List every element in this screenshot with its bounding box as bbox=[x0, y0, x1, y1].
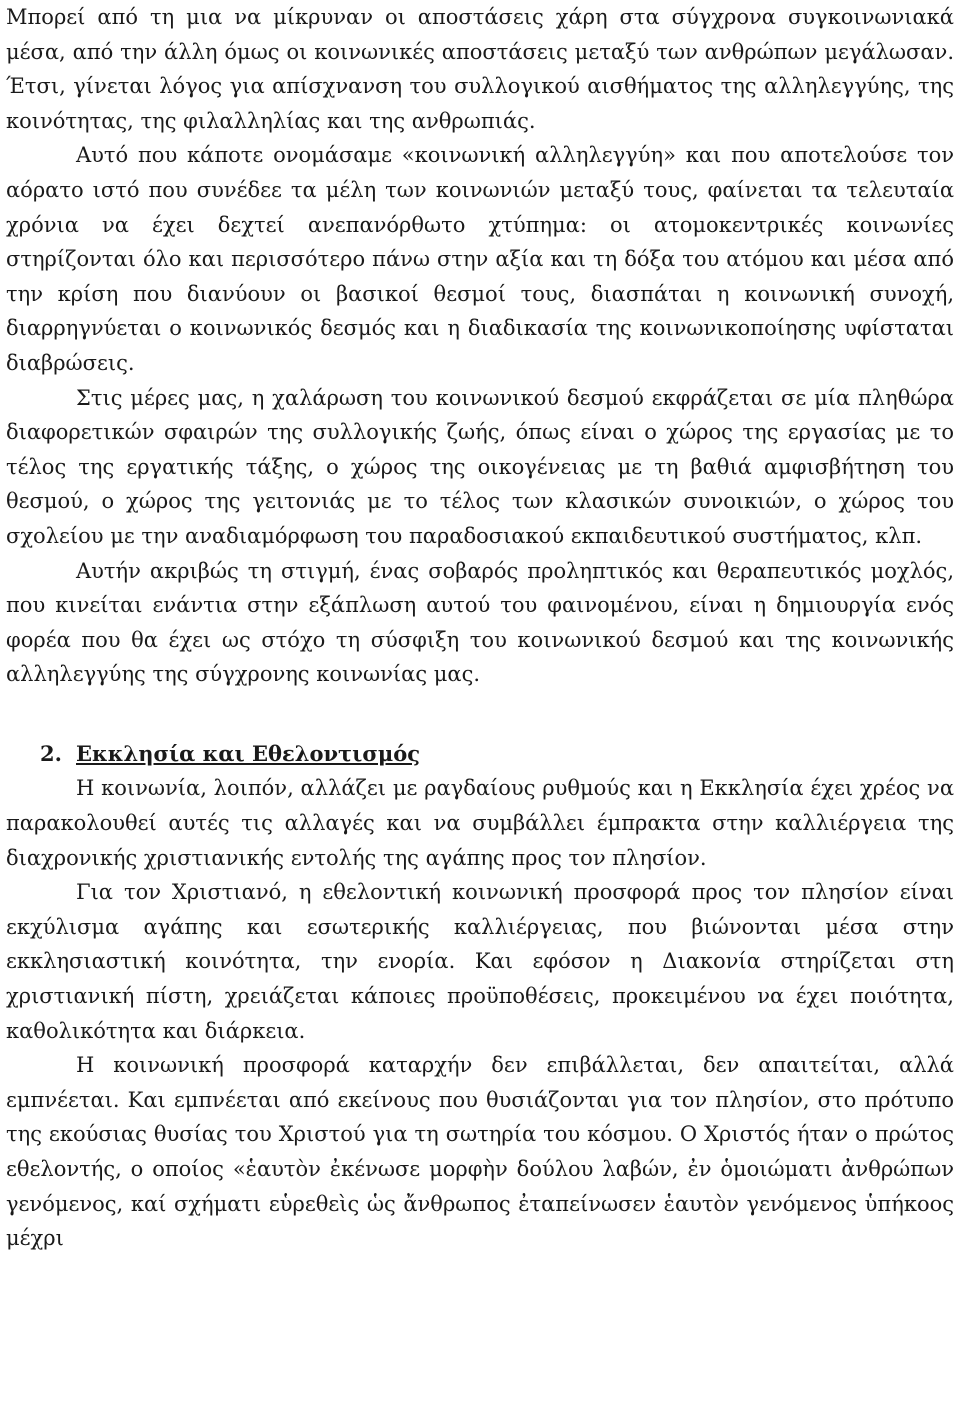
paragraph-preventive-lever: Αυτήν ακριβώς τη στιγμή, ένας σοβαρός προληπτικός και θεραπευτικός μοχλός, που κινείται ενάντια στην εξάπλωση αυτού του φαινομένου, είναι η δημιουργία ενός φορέα που θα έχει ως στόχο τη σύσφιξη του κοινωνικού δεσμού και της κοινωνικής αλληλεγγύης της σύγχρονης κοινωνίας μας. bbox=[6, 558, 954, 687]
document-page bbox=[6, 0, 954, 1256]
paragraph-distances: Μπορεί από τη μια να μίκρυναν οι αποστάσεις χάρη στα σύγχρονα συγκοινωνιακά μέσα, από την άλλη όμως οι κοινωνικές αποστάσεις μεταξύ των ανθρώπων μεγάλωσαν. Έτσι, γίνεται λόγος για απίσχνανση του συλλογικού αισθήματος της αλληλεγγύης, της κοινότητας, της φιλαλληλίας και της ανθρωπιάς. bbox=[6, 5, 954, 133]
section-number: 2. bbox=[40, 740, 62, 766]
paragraph-social-bond: Στις μέρες μας, η χαλάρωση του κοινωνικού δεσμού εκφράζεται σε μία πληθώρα διαφορετικών σφαιρών της συλλογικής ζωής, όπως είναι ο χώρος της εργασίας με το τέλος της εργατικής τάξης, ο χώρος της οικογένειας με τη βαθιά αμφισβήτηση του θεσμού, ο χώρος της γειτονιάς με το τέλος των κλασικών συνοικιών, ο χώρος του σχολείου με την αναδιαμόρφωση του παραδοσιακού εκπαιδευτικού συστήματος, κλπ. bbox=[6, 385, 954, 548]
paragraph-social-solidarity: Αυτό που κάποτε ονομάσαμε «κοινωνική αλληλεγγύη» και που αποτελούσε τον αόρατο ιστό που συνέδεε τα μέλη των κοινωνιών μεταξύ τους, φαίνεται τα τελευταία χρόνια να έχει δεχτεί ανεπανόρθωτο χτύπημα: οι ατομοκεντρικές κοινωνίες στηρίζονται όλο και περισσότερο πάνω στην αξία και τη δόξα του ατόμου και μέσα από την κρίση που διανύουν οι βασικοί θεσμοί τους, διασπάται η κοινωνική συνοχή, διαρρηγνύεται ο κοινωνικός δεσμός και η διαδικασία της κοινωνικοποίησης υφίσταται διαβρώσεις. bbox=[6, 143, 954, 375]
paragraph-church-duty: Η κοινωνία, λοιπόν, αλλάζει με ραγδαίους ρυθμούς και η Εκκλησία έχει χρέος να παρακολουθεί αυτές τις αλλαγές και να συμβάλλει έμπρακτα στην καλλιέργεια της διαχρονικής χριστιανικής εντολής της αγάπης προς τον πλησίον. bbox=[6, 776, 954, 870]
section-heading bbox=[6, 737, 954, 772]
paragraph-christian-offering: Για τον Χριστιανό, η εθελοντική κοινωνική προσφορά προς τον πλησίον είναι εκχύλισμα αγάπης και εσωτερικής καλλιέργειας, που βιώνονται μέσα στην εκκλησιαστική κοινότητα, την ενορία. Και εφόσον η Διακονία στηρίζεται στη χριστιανική πίστη, χρειάζεται κάποιες προϋποθέσεις, προκειμένου να έχει ποιότητα, καθολικότητα και διάρκεια. bbox=[6, 880, 954, 1043]
section-title: Εκκλησία και Εθελοντισμός bbox=[76, 740, 420, 766]
paragraph-inspiration: Η κοινωνική προσφορά καταρχήν δεν επιβάλλεται, δεν απαιτείται, αλλά εμπνέεται. Και εμπνέεται από εκείνους που θυσιάζονται για τον πλησίον, στο πρότυπο της εκούσιας θυσίας του Χριστού για τη σωτηρία του κόσμου. Ο Χριστός ήταν ο πρώτος εθελοντής, ο οποίος «ἑαυτὸν ἐκένωσε μορφὴν δούλου λαβών, ἐν ὁμοιώματι ἀνθρώπων γενόμενος, καί σχήματι εὑρεθεὶς ὡς ἄνθρωπος ἐταπείνωσεν ἑαυτὸν γενόμενος ὑπήκοος μέχρι bbox=[6, 1053, 954, 1251]
